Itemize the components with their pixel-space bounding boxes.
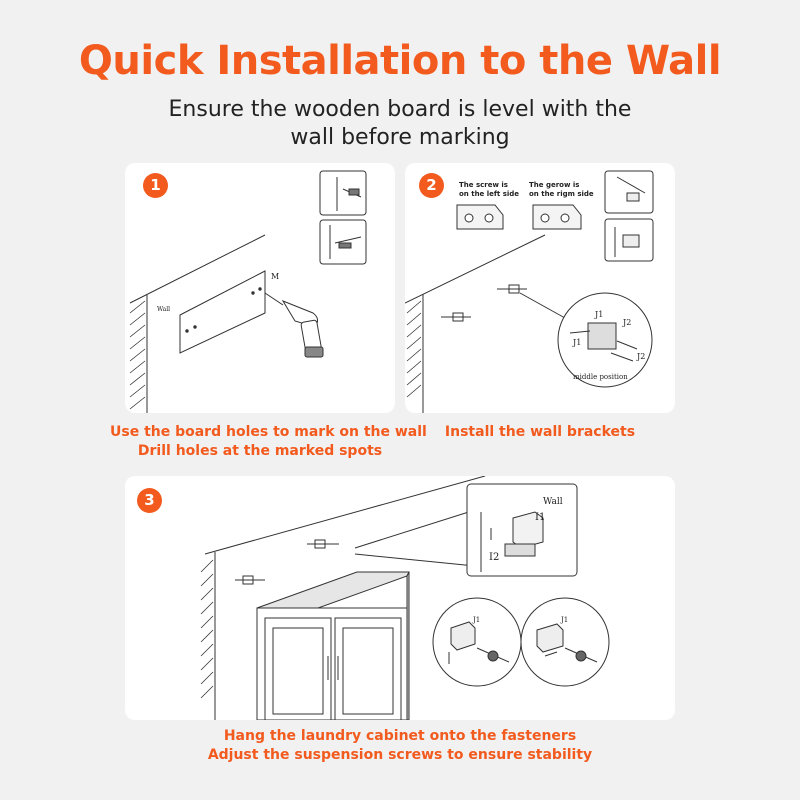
drill-icon <box>265 293 323 357</box>
step-3-detail-left-j1: J1 <box>473 616 481 624</box>
step-3-caption-line-2: Adjust the suspension screws to ensure stability <box>207 747 593 763</box>
bracket-left-label-2: on the left side <box>459 190 520 198</box>
step-1-caption <box>110 423 427 461</box>
step-3-badge: 3 <box>137 488 162 513</box>
page-title: Quick Installation to the Wall <box>78 38 722 84</box>
step-3-wall-label: Wall <box>543 497 563 507</box>
bracket-right-label-1: The gerow is <box>529 181 580 189</box>
step-3-detail-left <box>433 598 521 686</box>
step-3-detail-right <box>521 598 609 686</box>
step-1-caption-line-1: Use the board holes to mark on the wall <box>110 424 427 440</box>
step-2-caption-line: Install the wall brackets <box>444 424 636 440</box>
step-1-inset-2 <box>320 220 366 264</box>
subtitle-line-2: wall before marking <box>290 125 510 150</box>
step-1-caption-line-2: Drill holes at the marked spots <box>137 443 383 459</box>
zoom-label-j1-top: J1 <box>595 310 604 319</box>
step-3-illustration <box>125 476 675 720</box>
step-1-panel <box>125 163 395 413</box>
zoom-label-j2-right: J2 <box>623 318 632 327</box>
step-2-inset-1 <box>605 171 653 213</box>
zoom-label-middle: middle position <box>573 373 628 381</box>
subtitle-line-1: Ensure the wooden board is level with the <box>168 97 632 122</box>
step-2-caption <box>390 423 690 442</box>
step-3-i2-label: I2 <box>489 552 500 563</box>
zoom-label-j2-bottom: J2 <box>637 352 646 361</box>
step-1-inset-1 <box>320 171 366 215</box>
step-2-illustration <box>405 163 675 413</box>
bracket-right-label-2: on the rigm side <box>529 190 594 198</box>
step-3-panel <box>125 476 675 720</box>
step-2-badge: 2 <box>419 173 444 198</box>
step-1-wall-label: Wall <box>157 306 171 313</box>
step-3-caption <box>150 727 650 765</box>
cabinet-icon <box>257 572 409 720</box>
bracket-icon-left <box>457 205 503 229</box>
step-2-inset-2 <box>605 219 653 261</box>
step-3-detail-right-j1: J1 <box>561 616 569 624</box>
bracket-left-label-1: The screw is <box>459 181 508 189</box>
bracket-icon-right <box>533 205 581 229</box>
step-1-marker-label: M <box>271 272 280 281</box>
step-1-badge: 1 <box>143 173 168 198</box>
zoom-label-j1-left: J1 <box>573 338 582 347</box>
step-3-caption-line-1: Hang the laundry cabinet onto the fasteners <box>223 728 577 744</box>
step-3-i1-label: I1 <box>535 512 546 523</box>
page-subtitle <box>150 96 650 152</box>
step-2-panel <box>405 163 675 413</box>
step-1-illustration <box>125 163 395 413</box>
